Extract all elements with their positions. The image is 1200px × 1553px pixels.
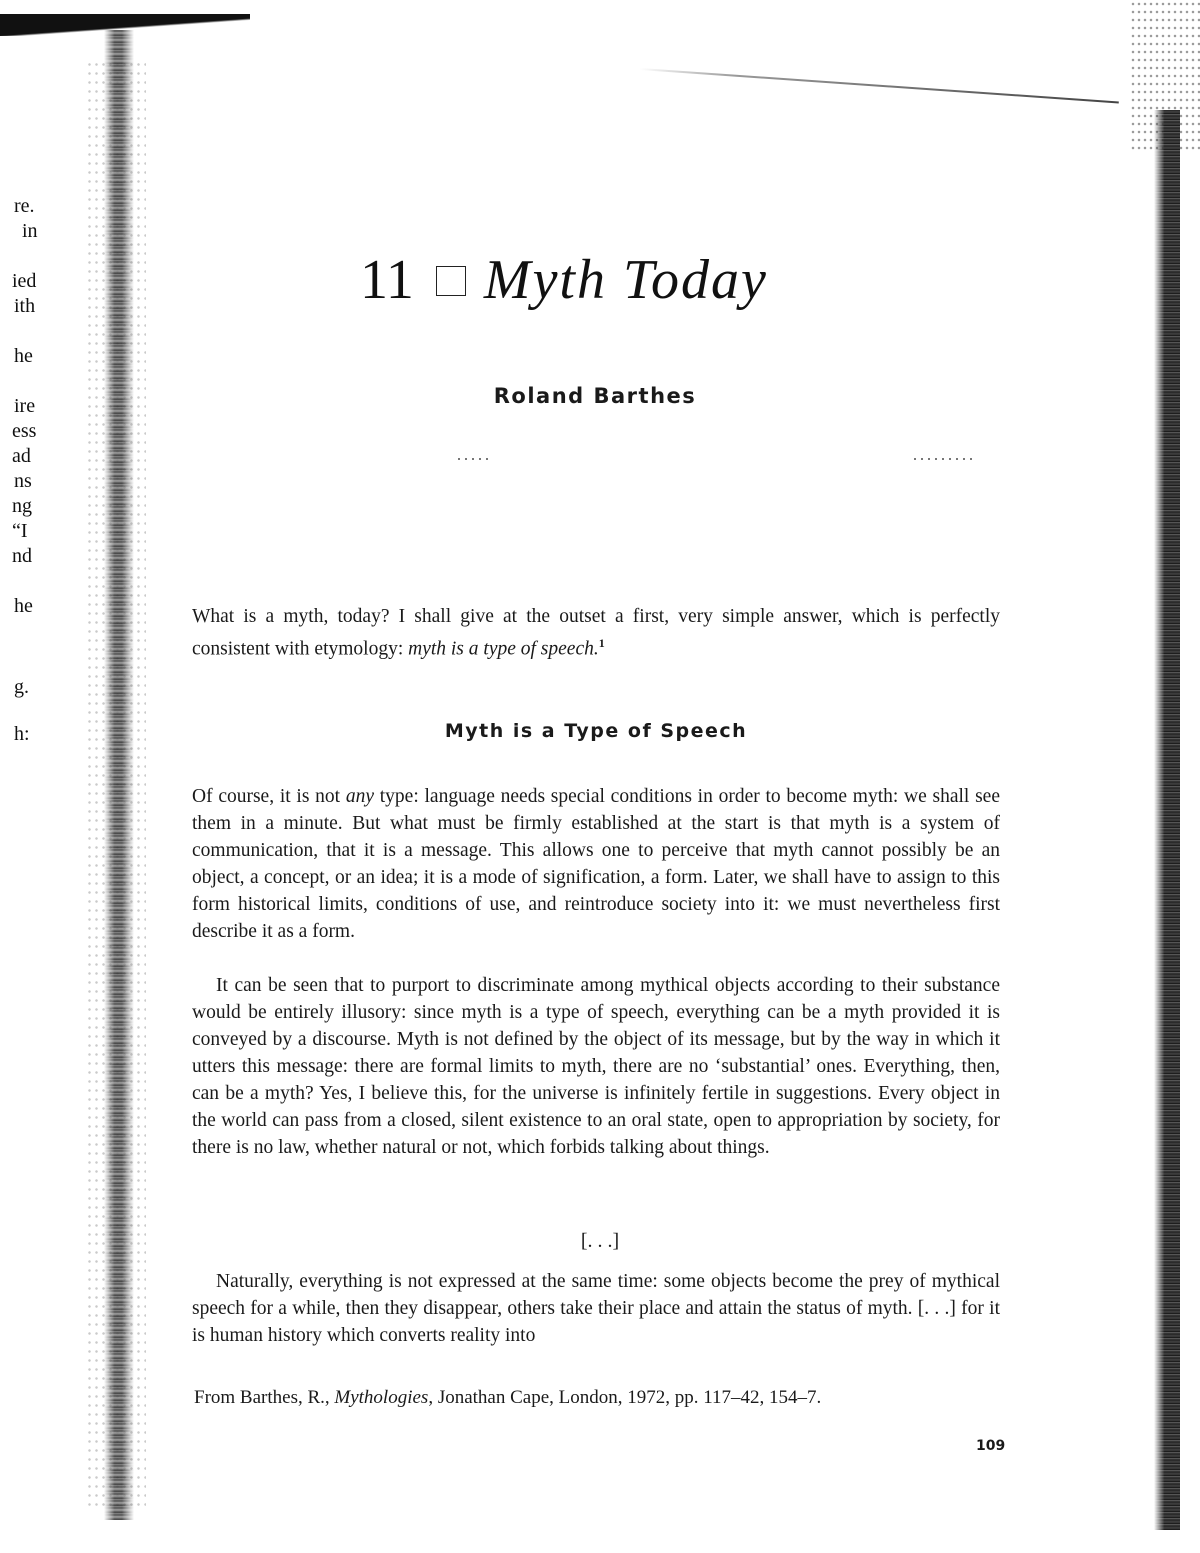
body-paragraph-1 — [192, 783, 1000, 945]
margin-fragment: ns — [14, 470, 32, 492]
source-citation — [194, 1387, 821, 1409]
scan-top-edge-line — [640, 68, 1119, 103]
page-edge-shadow — [1154, 110, 1180, 1530]
margin-fragment: ith — [14, 295, 36, 317]
margin-fragment: “I — [12, 520, 28, 542]
section-heading: Myth is a Type of Speech — [444, 720, 748, 742]
body-paragraph-3: Naturally, everything is not expressed at the same time: some objects become the prey of mythical speech for a while, then they disappear, others take their place and attain the status of myth. [. . .] for it is human history which converts reality into — [192, 1271, 1000, 1346]
margin-fragment: g. — [14, 676, 29, 698]
chapter-title-text: Myth Today — [483, 249, 768, 311]
scan-specks — [458, 458, 488, 460]
margin-fragment: ire — [14, 395, 36, 417]
chapter-number: 11 — [360, 249, 414, 311]
page-number: 109 — [976, 1438, 1006, 1454]
body-paragraph-2: It can be seen that to purport to discriminate among mythical objects according to their substance would be entirely illusory: since myth is a type of speech, everything can be a myth provided it is conveyed by a discourse. Myth is not defined by the object of its message, but by the way in which it utters this message: there are formal limits to myth, there are no ‘substantial’ ones. Everything, then, can be a myth? Yes, I believe this, for the universe is infinitely fertile in suggestions. Every object in the world can pass from a closed, silent existence to an oral state, open to appropriation by society, for there is no law, whether natural or not, which forbids talking about things. — [192, 975, 1000, 1158]
scan-specks — [914, 458, 974, 460]
source-pre: From Barthes, R., — [194, 1387, 330, 1408]
book-spine-shadow — [104, 30, 134, 1520]
paragraph1-pre: Of course, it is not — [192, 786, 341, 807]
paragraph1-post: type: language needs special conditions in order to become myth: we shall see them in a minute. But what must be firmly established at the start is that myth is a system of communication, that it is a message. This allows one to perceive that myth cannot possibly be an object, a concept, or an idea; it is a mode of signification, a form. Later, we shall have to assign to this form historical limits, conditions of use, and reintroduce society into it: we must nevertheless first describe it as a form. — [192, 786, 1000, 942]
footnote-marker[interactable]: 1 — [598, 636, 605, 650]
margin-fragment: ng — [12, 495, 32, 517]
margin-fragment: ied — [12, 270, 37, 292]
margin-fragment: he — [14, 595, 33, 617]
source-book-title: Mythologies — [334, 1387, 429, 1408]
margin-fragment: ad — [12, 445, 31, 467]
margin-fragment: he — [14, 345, 33, 367]
author-name: Roland Barthes — [493, 384, 697, 408]
chapter-title — [360, 248, 768, 312]
margin-fragment: in — [22, 220, 38, 242]
paragraph1-emphasis: any — [345, 786, 375, 807]
margin-fragment: h: — [14, 723, 30, 745]
margin-fragment: re. — [14, 195, 35, 217]
square-box-icon — [436, 266, 466, 296]
intro-emphasis: myth is a type of speech. — [408, 638, 599, 660]
intro-paragraph — [192, 603, 1000, 663]
margin-fragment: ess — [12, 420, 37, 442]
margin-fragment: nd — [12, 545, 32, 567]
source-post: , Jonathan Cape, London, 1972, pp. 117–42, 154–7. — [428, 1387, 822, 1408]
ellipsis-marker: [. . .] — [580, 1230, 620, 1252]
intro-text: What is a myth, today? I shall give at the outset a first, very simple answer, which is perfectly consistent with etymology: — [192, 606, 1000, 660]
